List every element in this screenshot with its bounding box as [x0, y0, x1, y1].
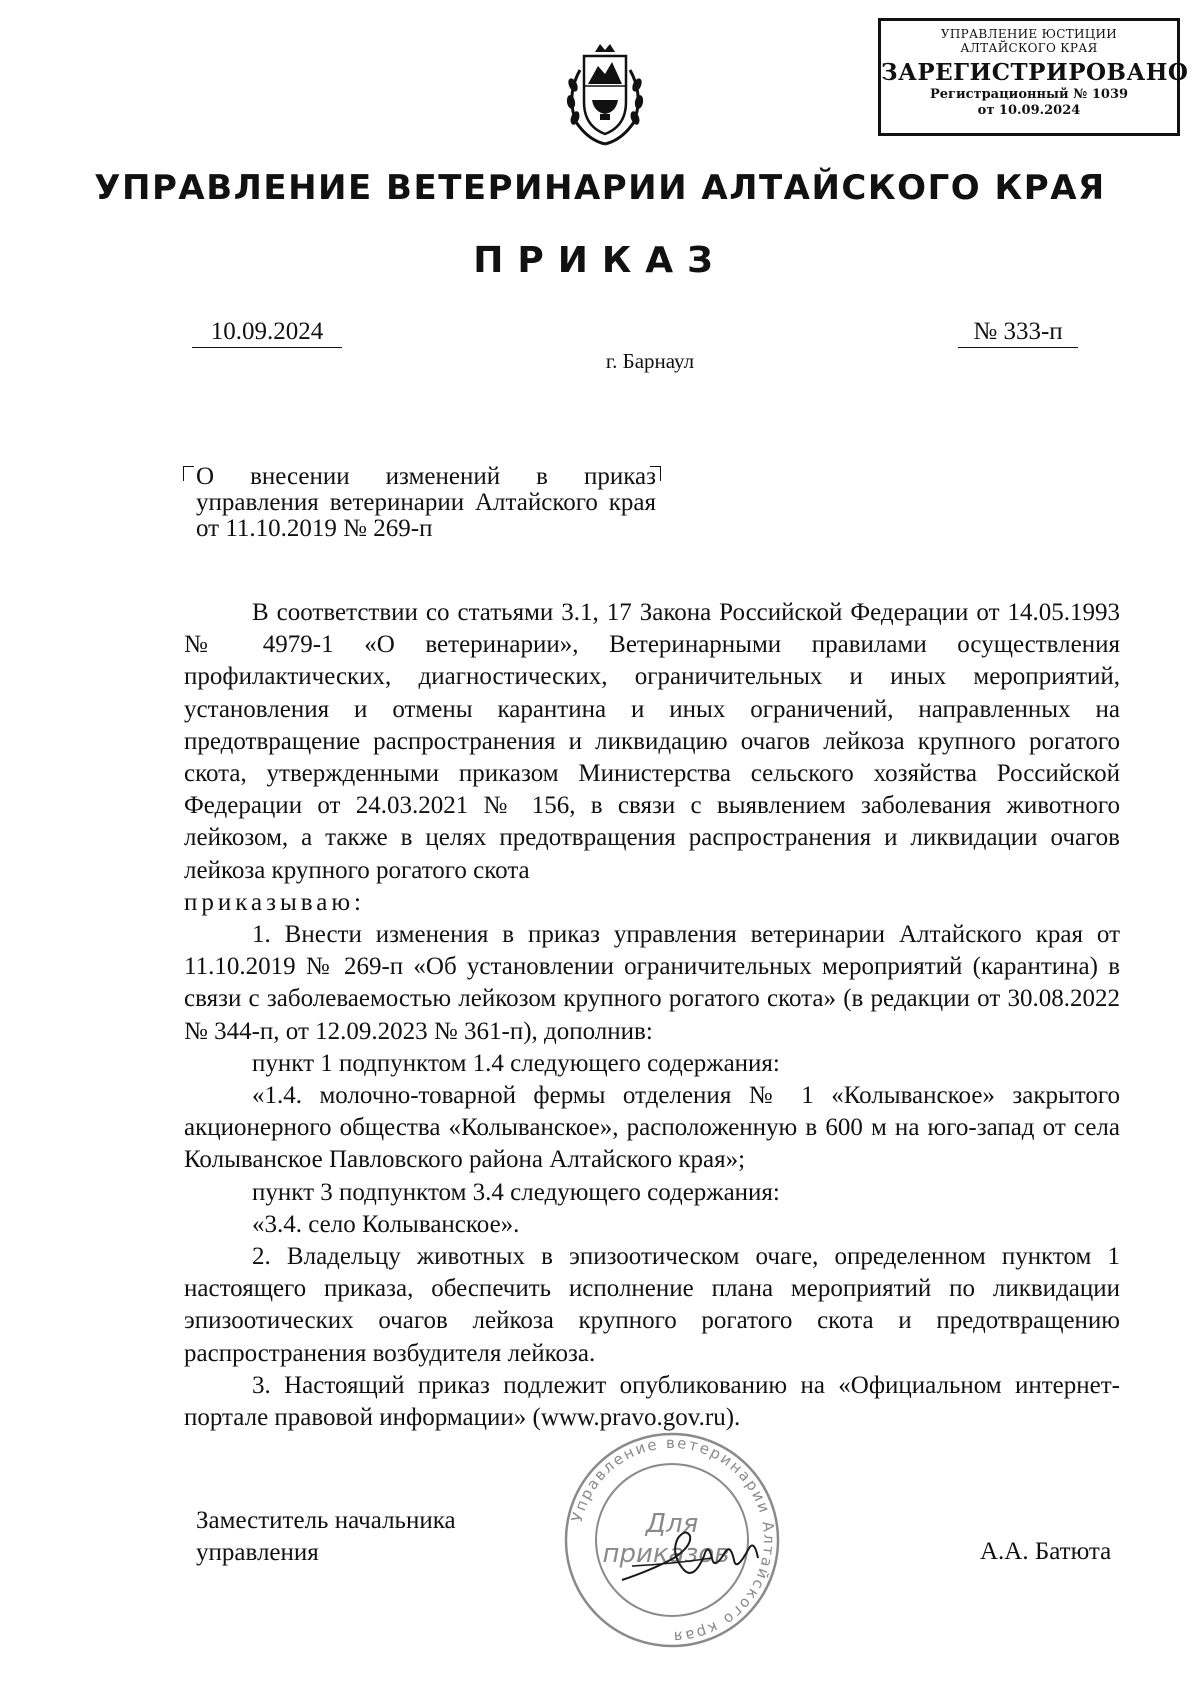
- document-type: ПРИКАЗ: [473, 240, 727, 281]
- document-number: № 333-п: [958, 318, 1078, 348]
- organization-title: УПРАВЛЕНИЕ ВЕТЕРИНАРИИ АЛТАЙСКОГО КРАЯ: [94, 168, 1106, 208]
- document-city: г. Барнаул: [605, 349, 695, 373]
- document-date: 10.09.2024: [192, 318, 342, 348]
- item-1-sub-2: пункт 3 подпунктом 3.4 следующего содержания:: [252, 1178, 780, 1206]
- item-1: 1. Внести изменения в приказ управления ветеринарии Алтайского края от 11.10.2019 № 269-п «Об установлении ограничительных мероприятий (карантина) в связи с заболеваемостью лейкозом крупного рогатого скота» (в редакции от 30.08.2022 № 344-п, от 12.09.2023 № 361-п), дополнив:: [184, 921, 1120, 1045]
- preamble-paragraph: В соответствии со статьями 3.1, 17 Закона Российской Федерации от 14.05.1993 № 4979-1 «О ветеринарии», Ветеринарными правилами осуществления профилактических, диагностических, ограничительных и иных мероприятий, установления и отмены карантина и иных ограничений, направленных на предотвращение распространения и ликвидацию очагов лейкоза крупного рогатого скота, утвержденными приказом Министерства сельского хозяйства Российской Федерации от 24.03.2021 № 156, в связи с выявлением заболевания животного лейкозом, а также в целях предотвращения распространения и ликвидации очагов лейкоза крупного рогатого скота: [184, 599, 1120, 884]
- signatory-position-line-2: управления: [196, 1539, 319, 1566]
- item-1-sub-1-text: «1.4. молочно-товарной фермы отделения № 1 «Колыванское» закрытого акционерного общества «Колыванское», расположенную в 600 м на юго-запад от села Колыванское Павловского района Алтайского края»;: [184, 1082, 1120, 1174]
- item-3: 3. Настоящий приказ подлежит опубликованию на «Официальном интернет-портале правовой информации» (www.pravo.gov.ru).: [184, 1371, 1120, 1432]
- seal-center-line-1: Для: [645, 1509, 699, 1539]
- registration-stamp: [878, 18, 1189, 136]
- document-body: [184, 597, 1120, 1434]
- subject-bracket-left: [183, 466, 194, 481]
- stamp-reg-number: Регистрационный № 1039: [929, 87, 1129, 102]
- signatory-position: [196, 1505, 456, 1569]
- stamp-reg-date: от 10.09.2024: [977, 103, 1081, 118]
- item-2: 2. Владельцу животных в эпизоотическом очаге, определенном пунктом 1 настоящего приказа, обеспечить исполнение плана мероприятий по ликвидации эпизоотических очагов лейкоза крупного рогатого скота и предотвращению распространения возбудителя лейкоза.: [184, 1243, 1120, 1367]
- order-word: приказываю:: [184, 888, 365, 916]
- official-seal: [562, 1430, 782, 1650]
- stamp-authority: УПРАВЛЕНИЕ ЮСТИЦИИ АЛТАЙСКОГО КРАЯ: [940, 27, 1118, 55]
- item-1-sub-1: пункт 1 подпунктом 1.4 следующего содержания:: [252, 1049, 780, 1077]
- signatory-position-line-1: Заместитель начальника: [196, 1507, 456, 1534]
- seal-ring-text: Управление ветеринарии Алтайского края: [567, 1433, 779, 1647]
- document-subject: О внесении изменений в приказ управления ветеринарии Алтайского края от 11.10.2019 № 269-п: [196, 463, 656, 542]
- signatory-name: А.А. Батюта: [980, 1538, 1112, 1565]
- coat-of-arms-icon: [560, 40, 650, 150]
- item-1-sub-2-text: «3.4. село Колыванское».: [252, 1210, 520, 1238]
- stamp-status: ЗАРЕГИСТРИРОВАНО: [881, 59, 1189, 86]
- seal-center-line-2: приказов: [602, 1539, 730, 1569]
